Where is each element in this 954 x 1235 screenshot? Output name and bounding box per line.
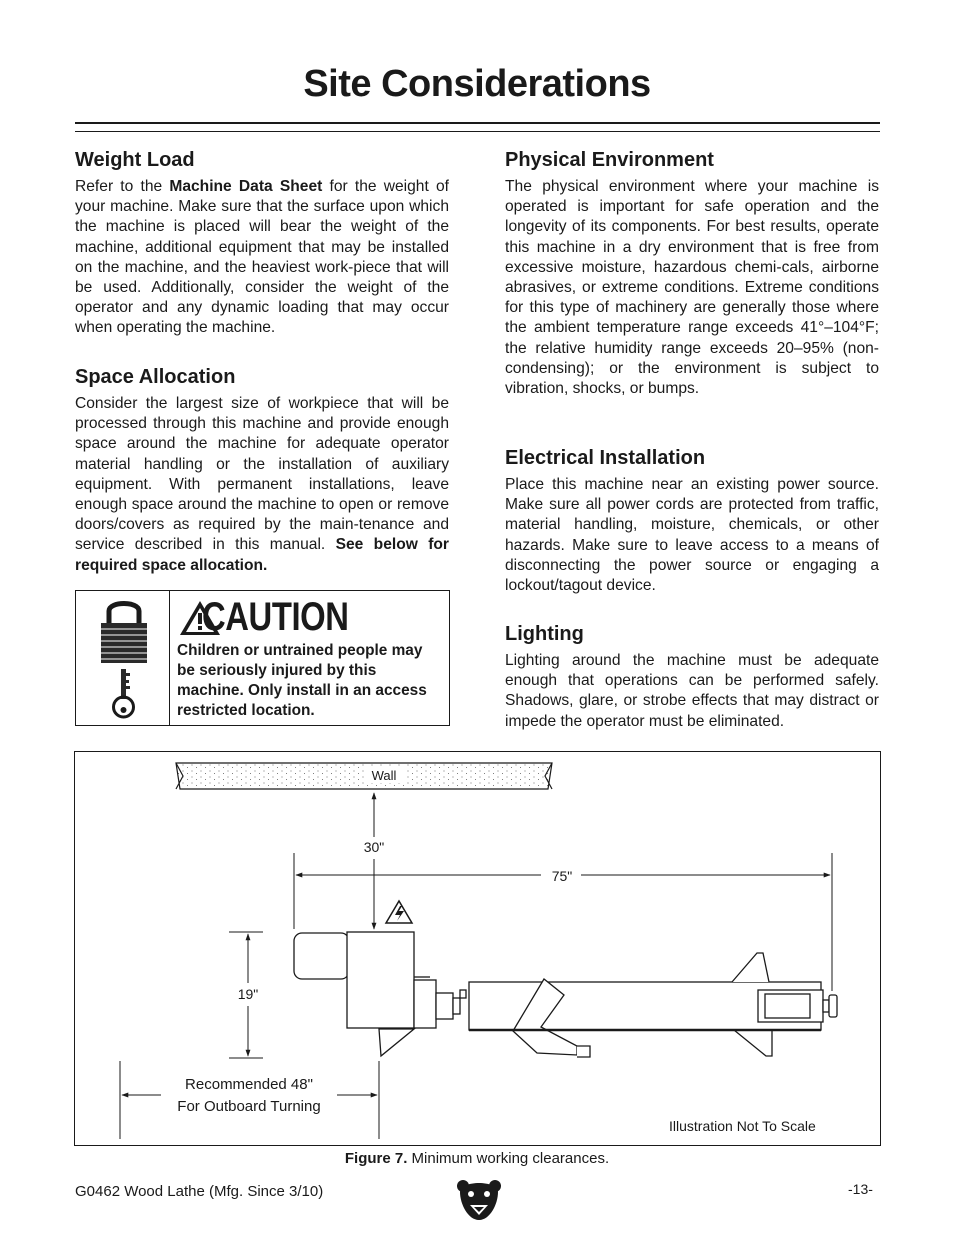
motor bbox=[294, 933, 349, 979]
machine-data-sheet-ref: Machine Data Sheet bbox=[169, 178, 323, 195]
headstock bbox=[347, 932, 414, 1028]
padlock-icon bbox=[101, 604, 147, 664]
page-title: Site Considerations bbox=[303, 63, 651, 105]
figure-caption bbox=[0, 1150, 954, 1167]
caution-text: Children or untrained people may be seriously injured by this machine. Only install in an access restricted location. bbox=[177, 642, 427, 719]
space-allocation-section bbox=[75, 366, 449, 576]
space-allocation-heading: Space Allocation bbox=[75, 366, 236, 388]
weight-load-text bbox=[75, 177, 449, 339]
space-allocation-text bbox=[75, 394, 449, 576]
caution-word: CAUTION bbox=[202, 595, 349, 639]
physical-environment-text: The physical environment where your machine is operated is important for safe operation and the longevity of its components. For best results, operate this machine in a dry environment that is free from excessive moisture, hazardous chemi-cals, airborne abrasives, or extreme conditions. Extreme conditions for this type of machinery are generally those where the ambient temperature range exceeds 41°–104°F; the relative humidity range exceeds 20–95% (non-condensing); or the environment is subject to vibration, shocks, or bumps. bbox=[505, 178, 879, 398]
weight-load-text-start: Refer to the bbox=[75, 178, 170, 195]
weight-load-section bbox=[75, 149, 449, 339]
figure-number: Figure 7. bbox=[344, 1150, 408, 1167]
not-to-scale-note: Illustration Not To Scale bbox=[669, 1118, 816, 1134]
physical-environment-section bbox=[505, 149, 879, 399]
tailstock-leg-bottom bbox=[734, 1030, 772, 1056]
tailstock-leg-top bbox=[732, 953, 769, 982]
electrical-installation-heading: Electrical Installation bbox=[505, 447, 706, 469]
space-allocation-bold-note: See below for required space allocation. bbox=[75, 536, 449, 574]
caution-box bbox=[75, 590, 450, 726]
footer-model: G0462 Wood Lathe (Mfg. Since 3/10) bbox=[75, 1183, 324, 1200]
electrical-installation-text: Place this machine near an existing power source. Make sure all power cords are protected from traffic, material handling, moisture, chemicals, or other hazards. Make sure to leave access to a means of disconnecting the power source or engaging a lockout/tagout device. bbox=[505, 476, 879, 595]
lighting-heading: Lighting bbox=[505, 623, 584, 645]
outboard-label-line2: For Outboard Turning bbox=[177, 1098, 321, 1115]
physical-environment-heading: Physical Environment bbox=[505, 149, 714, 171]
clearance-figure bbox=[74, 751, 881, 1146]
weight-load-text-rest: for the weight of your machine. Make sure that the surface upon which the machine is placed will bear the weight of the machine, additional equipment that may be installed on the machine, and the heaviest work-piece that will be used. Additionally, consider the weight of the operator and any dynamic loading that may occur when operating the machine. bbox=[75, 178, 449, 337]
padlock-key-icon bbox=[96, 597, 152, 721]
key-icon bbox=[114, 669, 134, 717]
dim-75-label: 75" bbox=[551, 868, 573, 884]
caution-divider bbox=[169, 591, 170, 725]
lighting-section bbox=[505, 623, 879, 732]
figure-caption-text: Minimum working clearances. bbox=[407, 1150, 610, 1167]
outboard-label-line1: Recommended 48" bbox=[185, 1076, 313, 1093]
dim-30-label: 30" bbox=[363, 839, 385, 855]
page-number: -13- bbox=[848, 1181, 873, 1197]
electrical-warning-icon bbox=[386, 901, 412, 923]
grizzly-bear-logo bbox=[456, 1178, 502, 1222]
title-rule-thin bbox=[75, 131, 880, 132]
headstock-leg bbox=[379, 1029, 414, 1056]
wall-label: Wall bbox=[371, 768, 397, 783]
lathe-top-view bbox=[294, 932, 837, 1057]
wall bbox=[176, 763, 552, 789]
title-rule-thick bbox=[75, 122, 880, 124]
weight-load-heading: Weight Load bbox=[75, 149, 195, 171]
electrical-installation-section bbox=[505, 447, 879, 596]
lighting-text: Lighting around the machine must be adequate enough that operations can be performed safely. Shadows, glare, or strobe effects that may distract or impede the operator must be eliminated. bbox=[505, 652, 879, 730]
space-allocation-text-body: Consider the largest size of workpiece that will be processed through this machine and provide enough space around the machine for adequate operator material handling or the installation of auxiliary equipment. With permanent installations, leave enough space around the machine to open or remove doors/covers as required by the main-tenance and service described in this manual. bbox=[75, 395, 449, 554]
dim-19-label: 19" bbox=[237, 986, 259, 1002]
clearance-diagram bbox=[75, 752, 880, 1145]
